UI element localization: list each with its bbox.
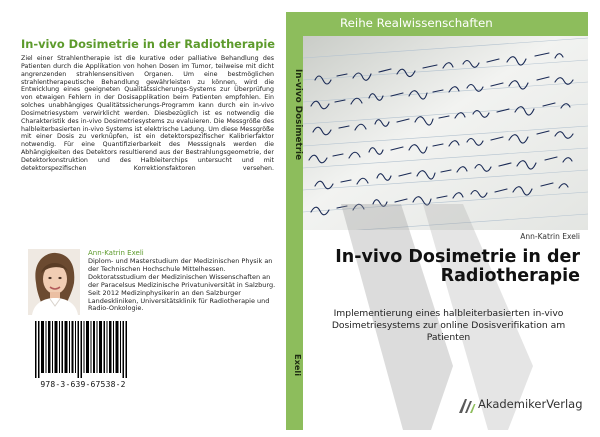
back-author-name: Ann-Katrin Exeli bbox=[88, 249, 144, 257]
barcode-icon bbox=[33, 321, 131, 378]
publisher-name: AkademikerVerlag bbox=[478, 397, 583, 411]
front-cover-subtitle: Implementierung eines halbleiterbasierten in-vivo Dosimetriesystems zur online Dosisverifikation am Patienten bbox=[331, 308, 566, 344]
author-photo bbox=[28, 249, 80, 315]
back-cover-title: In-vivo Dosimetrie in der Radiotherapie bbox=[21, 37, 275, 51]
front-author-name: Ann-Katrin Exeli bbox=[520, 232, 580, 241]
spine-author: Exeli bbox=[293, 353, 303, 377]
back-cover-description: Ziel einer Strahlentherapie ist die kurative oder palliative Behandlung des Patienten durch die Applikation von hohen Dosen im Tumor, teilweise mit dicht angrenzenden strahlensensitiven Organen. Um eine bestmöglichen strahlentherapeutische Behandlung gewährleisten zu können, wird die Entwicklung eines geeigneten Qualitätssicherungs-Systems zur Überprüfung von etwaigen Fehlern in der Dosisapplikation beim Patienten empfohlen. Ein solches unabhängiges Qualitätssicherungs-Programm kann durch ein in-vivo Dosimetriesystem verwirklicht werden. Diesbezüglich ist es notwendig die Charakteristik des in-vivo Dosimetriesystems zu evaluieren. Die Messgröße des halbleiterbasierten in-vivo Systems ist elektrische Ladung. Um diese Messgröße mit einer Dosis zu verknüpfen, ist ein detektorspezifischer Kalibrierfaktor notwendig. Für eine Quantifizierbarkeit des Messsignals werden die Abhängigkeiten des Detektors resultierend aus der Bestrahlungsgeometrie, der Detektorkonstruktion und des Halbleiterchips untersucht und mit detektorspezifischen Korrektionsfaktoren versehen. bbox=[21, 55, 274, 172]
spine-title: In-vivo Dosimetrie bbox=[293, 69, 303, 161]
isbn-number: 978-3-639-67538-2 bbox=[40, 380, 126, 389]
front-cover-title: In-vivo Dosimetrie in der Radiotherapie bbox=[335, 247, 580, 286]
series-label: Reihe Realwissenschaften bbox=[340, 16, 493, 30]
author-bio: Diplom- und Masterstudium der Medizinischen Physik an der Technischen Hochschule Mittelhessen. Doktoratsstudium der Medizinischen Wissenschaften an der Paracelsus Medizinische Privatuniversität in Salzburg. Seit 2012 Medizinphysikerin an den Salzburger Landeskliniken, Universitätsklinik für Radiotherapie und Radio-Onkologie. bbox=[88, 257, 276, 313]
akademikerverlag-logo-icon bbox=[458, 398, 476, 414]
